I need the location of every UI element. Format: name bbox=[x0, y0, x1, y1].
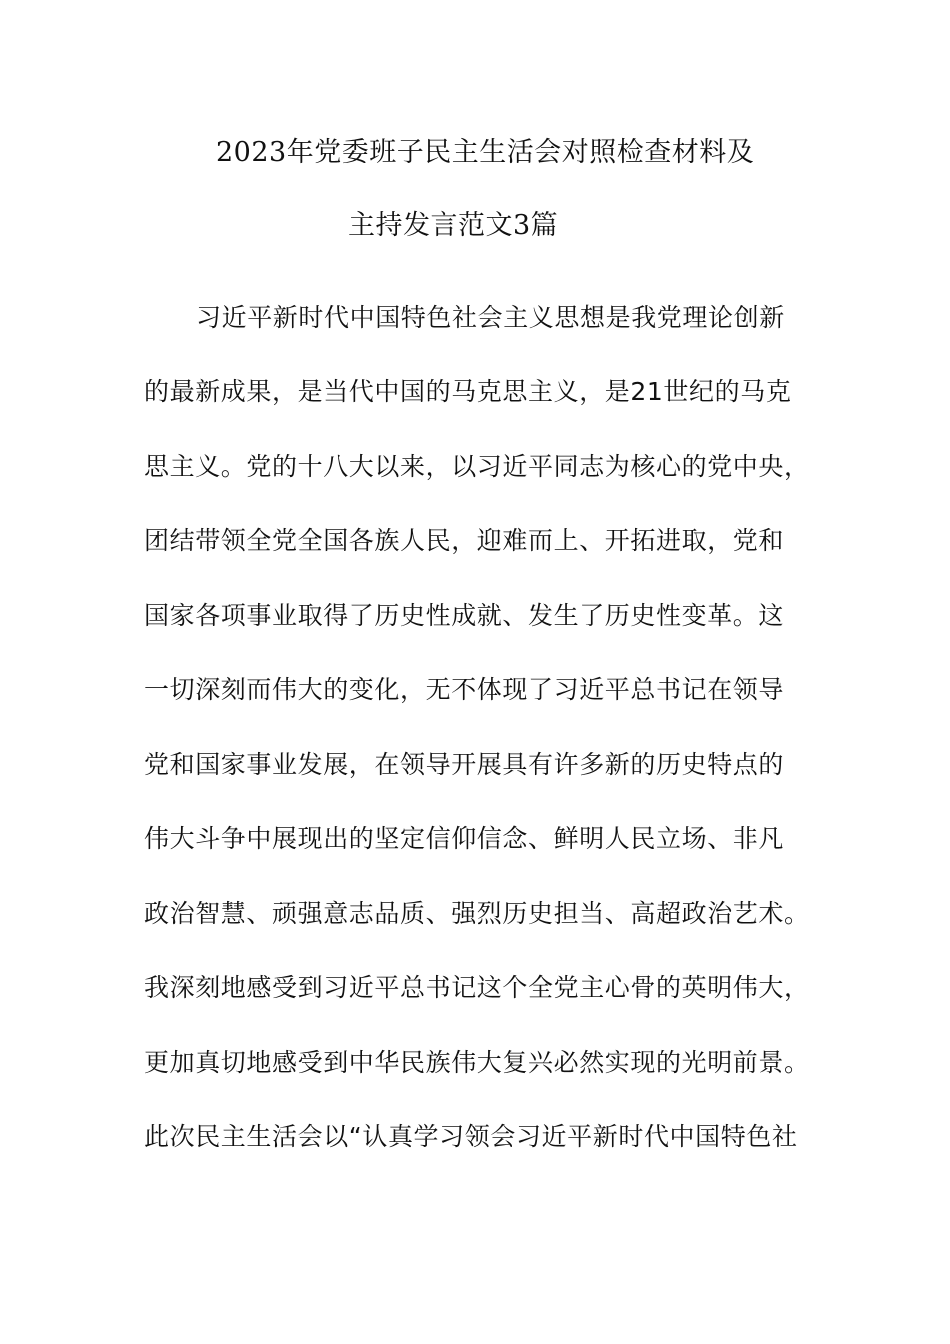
paragraph-line-10: 我深刻地感受到习近平总书记这个全党主心骨的英明伟大， bbox=[144, 973, 810, 1002]
paragraph-line-5: 国家各项事业取得了历史性成就、发生了历史性变革。这 bbox=[144, 601, 785, 630]
paragraph-line-4: 团结带领全党全国各族人民，迎难而上、开拓进取，党和 bbox=[144, 526, 785, 555]
paragraph-line-3: 思主义。党的十八大以来，以习近平同志为核心的党中央， bbox=[144, 452, 810, 481]
paragraph-line-12: 此次民主生活会以“认真学习领会习近平新时代中国特色社 bbox=[144, 1122, 798, 1151]
document-title-line-2: 主持发言范文3篇 bbox=[348, 210, 559, 241]
paragraph-line-11: 更加真切地感受到中华民族伟大复兴必然实现的光明前景。 bbox=[144, 1048, 810, 1077]
paragraph-line-7: 党和国家事业发展，在领导开展具有许多新的历史特点的 bbox=[144, 750, 785, 779]
paragraph-line-8: 伟大斗争中展现出的坚定信仰信念、鲜明人民立场、非凡 bbox=[144, 824, 785, 853]
paragraph-line-6: 一切深刻而伟大的变化，无不体现了习近平总书记在领导 bbox=[144, 675, 785, 704]
paragraph-line-2: 的最新成果，是当代中国的马克思主义，是21世纪的马克 bbox=[144, 377, 792, 406]
paragraph-line-1: 习近平新时代中国特色社会主义思想是我党理论创新 bbox=[196, 303, 785, 332]
paragraph-line-9: 政治智慧、顽强意志品质、强烈历史担当、高超政治艺术。 bbox=[144, 899, 810, 928]
document-title-line-1: 2023年党委班子民主生活会对照检查材料及 bbox=[216, 137, 755, 168]
